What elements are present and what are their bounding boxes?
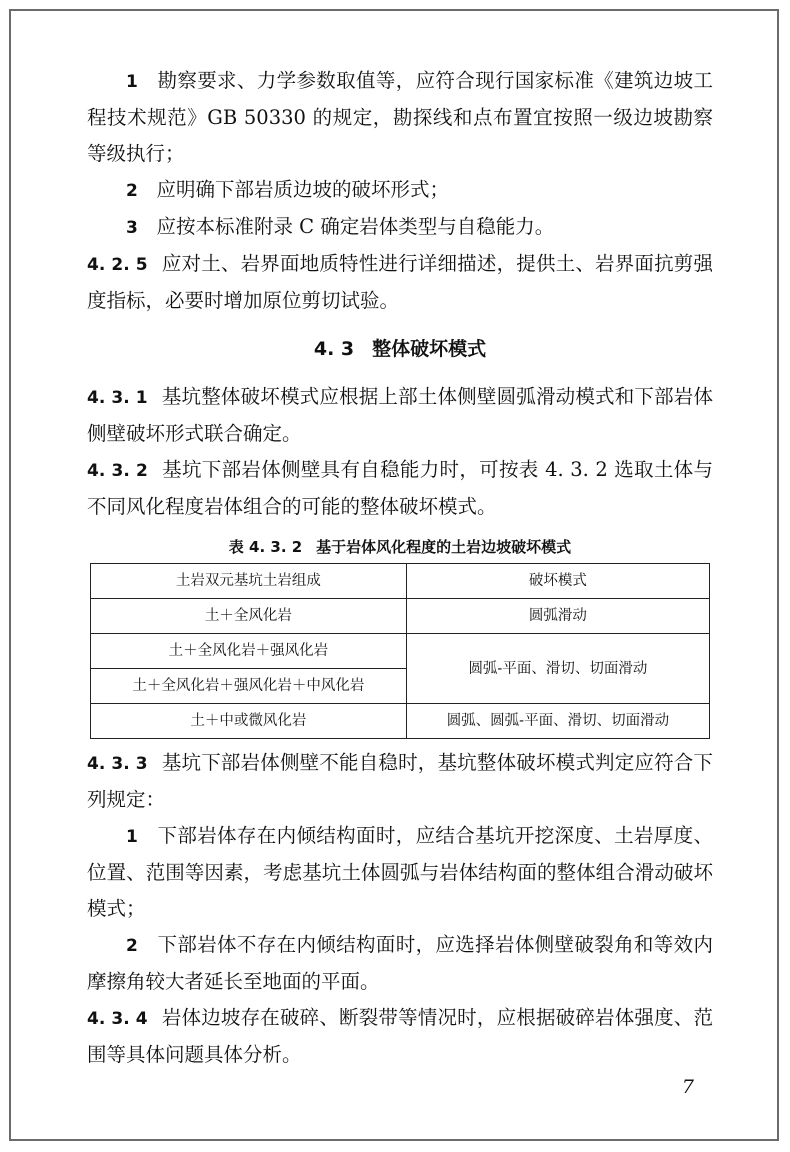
table-cell: 土＋中或微风化岩	[91, 704, 407, 739]
clause-4-3-4: 4. 3. 4 岩体边坡存在破碎、断裂带等情况时，应根据破碎岩体强度、范围等具体问题具体分析。	[87, 1006, 713, 1066]
failure-mode-table	[90, 563, 710, 739]
table-cell: 圆弧、圆弧-平面、滑切、切面滑动	[406, 704, 709, 739]
page-number: 7	[681, 1076, 694, 1098]
table-header-row	[91, 564, 710, 599]
clause-4-3-2: 4. 3. 2 基坑下部岩体侧壁具有自稳能力时，可按表 4. 3. 2 选取土体与不同风化程度岩体组合的可能的整体破坏模式。	[87, 458, 713, 518]
table-caption: 表 4. 3. 2 基于岩体风化程度的土岩边坡破坏模式	[228, 538, 572, 556]
clause-4-3-3: 4. 3. 3 基坑下部岩体侧壁不能自稳时，基坑整体破坏模式判定应符合下列规定：	[87, 751, 713, 811]
list-item: 1 下部岩体存在内倾结构面时，应结合基坑开挖深度、土岩厚度、位置、范围等因素，考虑基坑土体圆弧与岩体结构面的整体组合滑动破坏模式；	[87, 824, 713, 920]
clause-4-2-5: 4. 2. 5 应对土、岩界面地质特性进行详细描述，提供土、岩界面抗剪强度指标，必要时增加原位剪切试验。	[87, 252, 713, 312]
section-title: 4. 3 整体破坏模式	[313, 338, 487, 360]
table-cell: 土＋全风化岩	[91, 599, 407, 634]
table-header-cell: 破坏模式	[406, 564, 709, 599]
table-row	[91, 599, 710, 634]
list-item: 2 应明确下部岩质边坡的破坏形式；	[126, 178, 449, 201]
list-item: 1 勘察要求、力学参数取值等，应符合现行国家标准《建筑边坡工程技术规范》GB 50330 的规定，勘探线和点布置宜按照一级边坡勘察等级执行；	[87, 69, 713, 165]
table-row	[91, 634, 710, 669]
table-row	[91, 704, 710, 739]
clause-4-3-1: 4. 3. 1 基坑整体破坏模式应根据上部土体侧壁圆弧滑动模式和下部岩体侧壁破坏形式联合确定。	[87, 385, 713, 445]
table-cell: 圆弧-平面、滑切、切面滑动	[406, 634, 709, 704]
table-cell: 土＋全风化岩＋强风化岩	[91, 634, 407, 669]
table-cell: 圆弧滑动	[406, 599, 709, 634]
list-item: 2 下部岩体不存在内倾结构面时，应选择岩体侧壁破裂角和等效内摩擦角较大者延长至地面的平面。	[87, 933, 713, 993]
table-cell: 土＋全风化岩＋强风化岩＋中风化岩	[91, 669, 407, 704]
list-item: 3 应按本标准附录 C 确定岩体类型与自稳能力。	[126, 215, 555, 238]
document-body	[87, 63, 713, 1073]
table-header-cell: 土岩双元基坑土岩组成	[91, 564, 407, 599]
